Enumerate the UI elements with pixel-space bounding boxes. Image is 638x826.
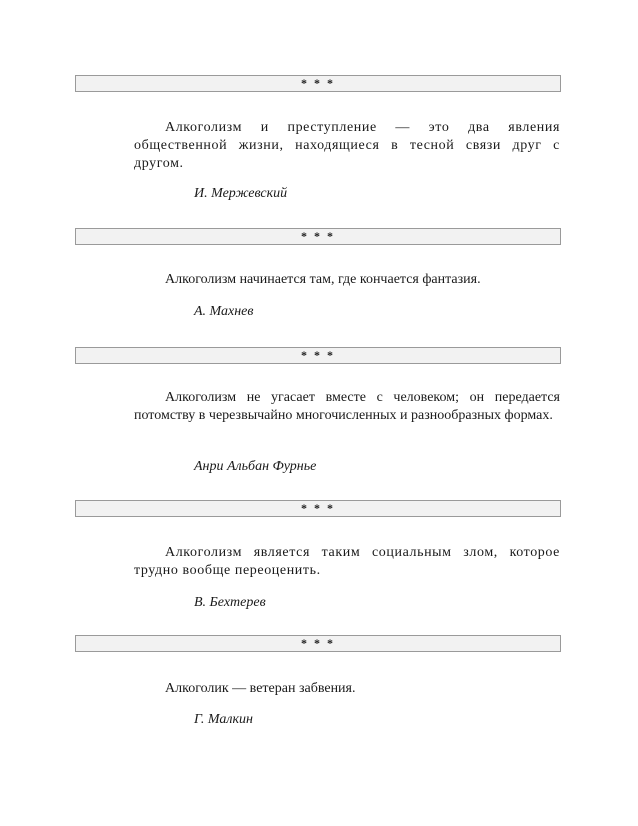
section-separator: * * * (75, 347, 561, 364)
quote-author: В. Бехтерев (194, 595, 266, 610)
section-separator: * * * (75, 75, 561, 92)
quote-text: Алкоголизм не угасает вместе с человеком; он передается потомству в черезвычайно многочисленных и разнообразных формах. (134, 390, 560, 423)
quote-author: Анри Альбан Фурнье (194, 459, 317, 474)
quote-author: И. Мержевский (194, 186, 288, 201)
section-separator: * * * (75, 500, 561, 517)
quote-text: Алкоголик — ветеран забвения. (165, 681, 356, 696)
quote-text: Алкоголизм и преступление — это два явления общественной жизни, находящиеся в тесной связи друг с другом. (134, 120, 560, 171)
quote-text: Алкоголизм начинается там, где кончается фантазия. (165, 272, 481, 287)
quote-author: Г. Малкин (194, 712, 253, 727)
quote-text: Алкоголизм является таким социальным злом, которое трудно вообще переоценить. (134, 545, 560, 578)
section-separator: * * * (75, 228, 561, 245)
quote-author: А. Махнев (194, 304, 254, 319)
section-separator: * * * (75, 635, 561, 652)
